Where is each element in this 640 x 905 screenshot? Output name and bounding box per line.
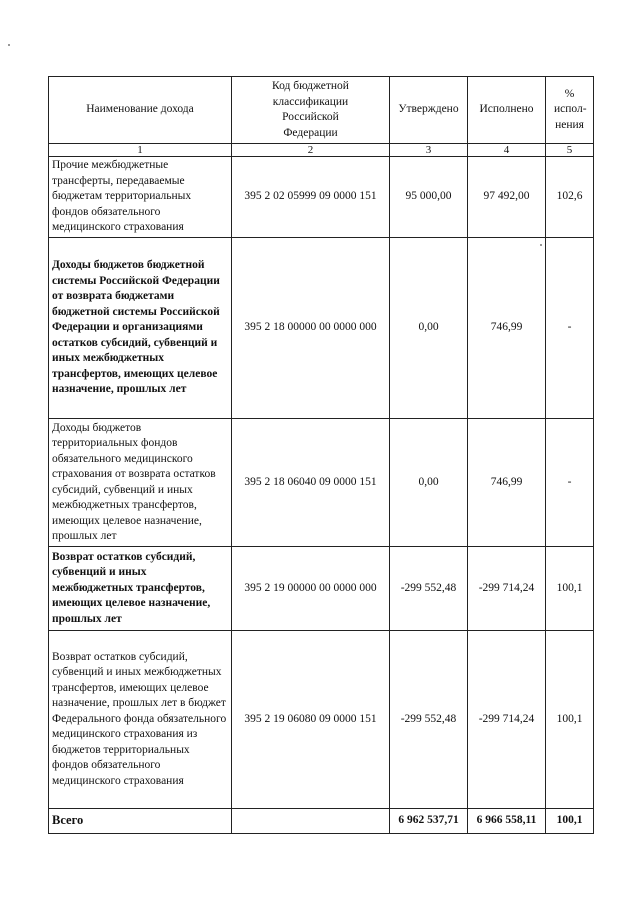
- budget-code: 395 2 19 06080 09 0000 151: [232, 631, 390, 809]
- percent-value: -: [546, 238, 594, 419]
- percent-value: -: [546, 419, 594, 547]
- income-name: Прочие межбюджетные трансферты, передаваемые бюджетам территориальных фондов обязательного медицинского страхования: [49, 157, 232, 238]
- total-code: [232, 809, 390, 834]
- header-code: Код бюджетной классификации Российской Федерации: [232, 77, 390, 144]
- executed-value: 746,99: [468, 238, 546, 419]
- table-row: [49, 238, 594, 419]
- header-executed: Исполнено: [468, 77, 546, 144]
- total-label: Всего: [49, 809, 232, 834]
- budget-code: 395 2 18 00000 00 0000 000: [232, 238, 390, 419]
- approved-value: 0,00: [390, 238, 468, 419]
- income-name: Возврат остатков субсидий, субвенций и иных межбюджетных трансфертов, имеющих целевое назначение, прошлых лет: [49, 547, 232, 631]
- column-number: 1: [49, 144, 232, 157]
- header-name: Наименование дохода: [49, 77, 232, 144]
- total-row: [49, 809, 594, 834]
- total-percent: 100,1: [546, 809, 594, 834]
- total-approved: 6 962 537,71: [390, 809, 468, 834]
- approved-value: -299 552,48: [390, 547, 468, 631]
- column-number: 2: [232, 144, 390, 157]
- budget-code: 395 2 19 00000 00 0000 000: [232, 547, 390, 631]
- scan-speck: [8, 44, 10, 46]
- approved-value: 0,00: [390, 419, 468, 547]
- percent-value: 100,1: [546, 631, 594, 809]
- income-table: [48, 76, 594, 834]
- table-row: [49, 631, 594, 809]
- header-approved: Утверждено: [390, 77, 468, 144]
- budget-code: 395 2 02 05999 09 0000 151: [232, 157, 390, 238]
- table-row: [49, 419, 594, 547]
- approved-value: 95 000,00: [390, 157, 468, 238]
- table-row: [49, 547, 594, 631]
- budget-code: 395 2 18 06040 09 0000 151: [232, 419, 390, 547]
- percent-value: 100,1: [546, 547, 594, 631]
- income-name: Возврат остатков субсидий, субвенций и иных межбюджетных трансфертов, имеющих целевое назначение, прошлых лет в бюджет Федерального фонда обязательного медицинского страхования из бюджетов территориальных фондов обязательного медицинского страхования: [49, 631, 232, 809]
- income-name: Доходы бюджетов бюджетной системы Российской Федерации от возврата бюджетами бюджетной системы Российской Федерации и организациями остатков субсидий, субвенций и иных межбюджетных трансфертов, имеющих целевое назначение, прошлых лет: [49, 238, 232, 419]
- executed-value: 97 492,00: [468, 157, 546, 238]
- total-executed: 6 966 558,11: [468, 809, 546, 834]
- table-row: [49, 157, 594, 238]
- column-number: 4: [468, 144, 546, 157]
- executed-value: -299 714,24: [468, 547, 546, 631]
- executed-value: -299 714,24: [468, 631, 546, 809]
- percent-value: 102,6: [546, 157, 594, 238]
- header-row: [49, 77, 594, 144]
- column-number: 5: [546, 144, 594, 157]
- executed-value: 746,99: [468, 419, 546, 547]
- income-name: Доходы бюджетов территориальных фондов обязательного медицинского страхования от возврата остатков субсидий, субвенций и иных межбюджетных трансфертов, имеющих целевое назначение, прошлых лет: [49, 419, 232, 547]
- column-number: 3: [390, 144, 468, 157]
- column-number-row: [49, 144, 594, 157]
- approved-value: -299 552,48: [390, 631, 468, 809]
- header-percent: % испол- нения: [546, 77, 594, 144]
